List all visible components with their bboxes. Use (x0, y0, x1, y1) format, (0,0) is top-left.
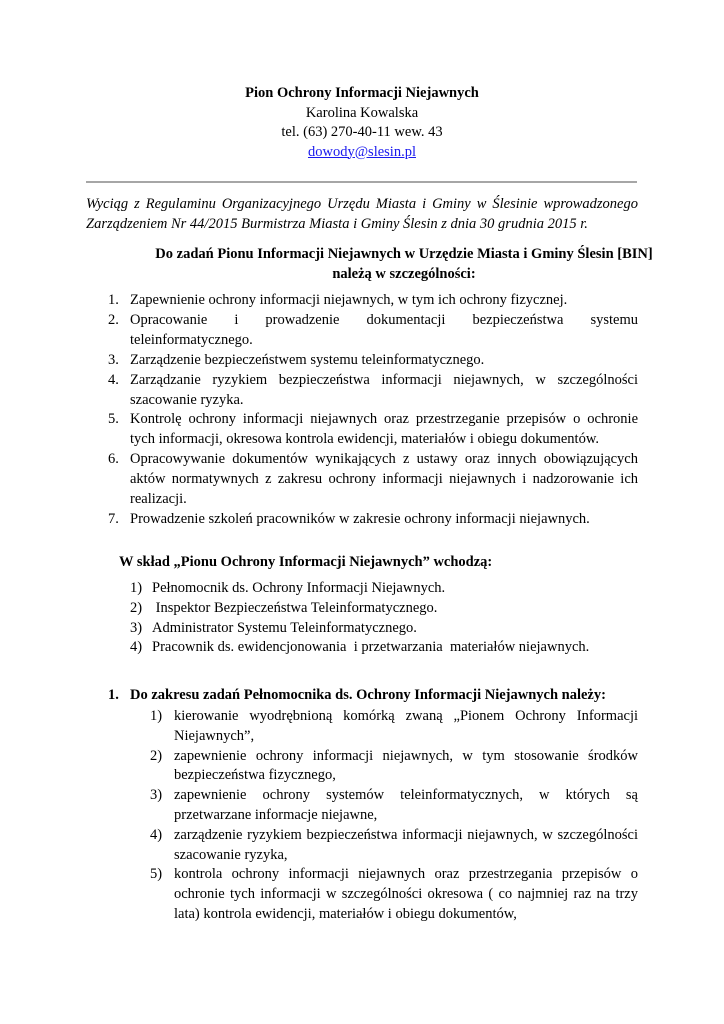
list-number: 2) (130, 599, 143, 616)
composition-list (130, 579, 640, 658)
list-item (86, 371, 638, 411)
unit-title: Pion Ochrony Informacji Niejawnych (245, 85, 479, 101)
composition-heading: W skład „Pionu Ochrony Informacji Niejawnych” wchodzą: (119, 554, 493, 570)
tasks-heading (86, 244, 722, 284)
list-number: 2) (150, 747, 163, 764)
list-text: Kontrolę ochrony informacji niejawnych oraz przestrzeganie przepisów o ochronie tych informacji, okresowa kontrola ewidencji, materiałów i obiegu dokumentów. (130, 411, 638, 448)
list-item (150, 865, 638, 924)
contact-header (0, 84, 724, 162)
list-item (130, 579, 640, 599)
list-number: 1. (108, 292, 119, 308)
tasks-heading-line1: Do zadań Pionu Informacji Niejawnych w Urzędzie Miasta i Gminy Ślesin [BIN] (155, 246, 653, 262)
list-text: kontrola ochrony informacji niejawnych oraz przestrzegania przepisów o ochronie tych informacji w szczególności okresowa ( co najmniej raz na trzy lata) kontrola ewidencji, materiałów i obiegu dokumentów, (174, 866, 638, 922)
list-item (86, 311, 638, 351)
horizontal-divider (86, 181, 637, 183)
list-number: 3) (130, 619, 143, 636)
tasks-heading-line2: należą w szczególności: (332, 266, 476, 282)
contact-name: Karolina Kowalska (305, 104, 419, 121)
list-text: zapewnienie ochrony informacji niejawnych, w tym stosowanie środków bezpieczeństwa fizycznego, (174, 747, 638, 784)
list-item (130, 599, 640, 619)
list-number: 1) (130, 580, 143, 596)
list-text: Pracownik ds. ewidencjonowania i przetwarzania materiałów niejawnych. (152, 639, 590, 656)
list-text: Prowadzenie szkoleń pracowników w zakresie ochrony informacji niejawnych. (130, 510, 590, 527)
list-number: 6. (108, 451, 119, 468)
list-number: 4) (150, 826, 163, 843)
list-number: 1) (150, 708, 163, 724)
duties-list (150, 707, 638, 925)
list-item (86, 450, 638, 510)
list-text: Administrator Systemu Teleinformatycznego. (152, 619, 417, 636)
list-item (130, 638, 640, 658)
list-text: kierowanie wyodrębnioną komórką zwaną „Pionem Ochrony Informacji Niejawnych”, (174, 708, 638, 744)
list-item (150, 826, 638, 866)
contact-email-link[interactable]: dowody@slesin.pl (307, 143, 416, 160)
list-number: 5) (150, 866, 163, 883)
list-number: 3. (108, 351, 119, 368)
list-number: 4. (108, 371, 119, 388)
list-text: Opracowanie i prowadzenie dokumentacji bezpieczeństwa systemu teleinformatycznego. (130, 311, 638, 348)
list-item (150, 786, 638, 826)
list-item (86, 291, 638, 311)
duties-heading-number: 1. (108, 687, 119, 703)
tasks-list (86, 291, 638, 530)
list-number: 7. (108, 510, 119, 527)
list-item (150, 707, 638, 747)
list-number: 5. (108, 411, 119, 428)
list-text: Pełnomocnik ds. Ochrony Informacji Niejawnych. (152, 580, 446, 596)
list-number: 4) (130, 639, 143, 656)
contact-phone: tel. (63) 270-40-11 wew. 43 (281, 124, 443, 140)
list-text: Inspektor Bezpieczeństwa Teleinformatycznego. (152, 599, 438, 616)
list-item (130, 619, 640, 639)
list-item (86, 410, 638, 450)
list-text: Zapewnienie ochrony informacji niejawnych, w tym ich ochrony fizycznej. (130, 292, 568, 308)
duties-heading-text: Do zakresu zadań Pełnomocnika ds. Ochrony Informacji Niejawnych należy: (130, 687, 606, 703)
list-number: 3) (150, 787, 163, 804)
list-text: zarządzenie ryzykiem bezpieczeństwa informacji niejawnych, w szczególności szacowanie ryzyka, (174, 826, 638, 863)
regulation-excerpt: Wyciąg z Regulaminu Organizacyjnego Urzędu Miasta i Gminy w Ślesinie wprowadzonego Zarządzeniem Nr 44/2015 Burmistrza Miasta i Gminy Ślesin z dnia 30 grudnia 2015 r. (86, 196, 638, 232)
list-item (86, 351, 638, 371)
list-item (86, 510, 638, 530)
list-text: Zarządzenie bezpieczeństwem systemu teleinformatycznego. (130, 351, 485, 368)
list-text: Zarządzanie ryzykiem bezpieczeństwa informacji niejawnych, w szczególności szacowanie ryzyka. (130, 371, 638, 408)
list-text: Opracowywanie dokumentów wynikających z ustawy oraz innych obowiązujących aktów normatywnych z zakresu ochrony informacji niejawnych i nadzorowanie ich realizacji. (130, 451, 638, 508)
list-number: 2. (108, 311, 119, 328)
list-text: zapewnienie ochrony systemów teleinformatycznych, w których są przetwarzane informacje niejawne, (174, 787, 638, 823)
list-item (150, 747, 638, 787)
